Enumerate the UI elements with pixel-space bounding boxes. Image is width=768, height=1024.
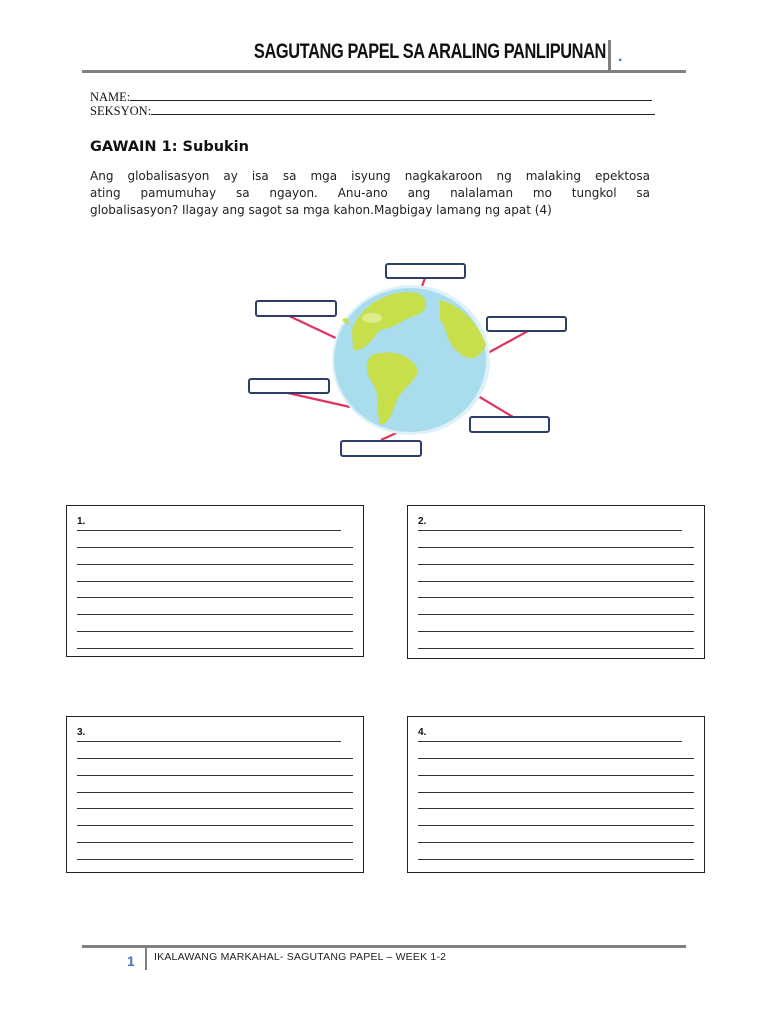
instruction-line: Ang globalisasyon ay isa sa mga isyung nagkakaroon ng malaking epektosa bbox=[90, 169, 650, 183]
answer-line[interactable] bbox=[418, 514, 682, 531]
connector-line bbox=[486, 331, 528, 354]
label-box bbox=[256, 301, 336, 316]
answer-line[interactable] bbox=[77, 742, 353, 759]
answer-line[interactable] bbox=[77, 531, 353, 548]
answer-line[interactable] bbox=[77, 615, 353, 632]
answer-number: 2. bbox=[418, 516, 427, 527]
answer-line[interactable] bbox=[418, 548, 694, 565]
label-box bbox=[341, 441, 421, 456]
name-label: NAME: bbox=[90, 90, 131, 104]
answer-line[interactable] bbox=[77, 809, 353, 826]
answer-line[interactable] bbox=[418, 742, 694, 759]
answer-box-1[interactable] bbox=[66, 505, 364, 657]
answer-line[interactable] bbox=[418, 725, 682, 742]
answer-line[interactable] bbox=[77, 725, 341, 742]
answer-line[interactable] bbox=[418, 809, 694, 826]
section-label: SEKSYON: bbox=[90, 104, 152, 118]
connector-line bbox=[287, 315, 340, 340]
answer-line[interactable] bbox=[418, 632, 694, 649]
answer-line[interactable] bbox=[418, 843, 694, 860]
answer-line[interactable] bbox=[418, 565, 694, 582]
footer-divider bbox=[145, 948, 147, 970]
label-box bbox=[470, 417, 549, 432]
label-box bbox=[386, 264, 465, 278]
instruction-line: ating pamumuhay sa ngayon. Anu-ano ang nalalaman mo tungkol sa bbox=[90, 186, 650, 200]
answer-number: 4. bbox=[418, 727, 427, 738]
answer-number: 3. bbox=[77, 727, 86, 738]
answer-line[interactable] bbox=[418, 531, 694, 548]
footer-text: IKALAWANG MARKAHAL- SAGUTANG PAPEL – WEEK 1-2 bbox=[154, 951, 447, 963]
answer-line[interactable] bbox=[77, 514, 341, 531]
answer-line[interactable] bbox=[77, 759, 353, 776]
answer-line[interactable] bbox=[418, 615, 694, 632]
answer-line[interactable] bbox=[77, 582, 353, 599]
answer-line[interactable] bbox=[77, 632, 353, 649]
label-box bbox=[249, 379, 329, 393]
instruction-line: globalisasyon? Ilagay ang sagot sa mga kahon.Magbigay lamang ng apat (4) bbox=[90, 203, 552, 217]
answer-line[interactable] bbox=[77, 776, 353, 793]
answer-line[interactable] bbox=[418, 598, 694, 615]
activity-heading: GAWAIN 1: Subukin bbox=[90, 139, 249, 155]
answer-line[interactable] bbox=[77, 598, 353, 615]
answer-box-4[interactable] bbox=[407, 716, 705, 873]
answer-line[interactable] bbox=[77, 793, 353, 810]
answer-line[interactable] bbox=[418, 826, 694, 843]
footer-rule bbox=[82, 945, 686, 948]
answer-line[interactable] bbox=[77, 565, 353, 582]
answer-line[interactable] bbox=[418, 582, 694, 599]
answer-line[interactable] bbox=[77, 826, 353, 843]
answer-box-3[interactable] bbox=[66, 716, 364, 873]
page-number: 1 bbox=[127, 953, 135, 969]
label-box bbox=[487, 317, 566, 331]
answer-line[interactable] bbox=[418, 793, 694, 810]
answer-line[interactable] bbox=[77, 843, 353, 860]
answer-box-2[interactable] bbox=[407, 505, 705, 659]
answer-line[interactable] bbox=[418, 759, 694, 776]
answer-line[interactable] bbox=[77, 548, 353, 565]
answer-line[interactable] bbox=[418, 776, 694, 793]
answer-number: 1. bbox=[77, 516, 86, 527]
connector-line bbox=[288, 393, 350, 407]
globe-icon bbox=[332, 285, 490, 435]
header-mark: . bbox=[618, 48, 623, 65]
page-title: SAGUTANG PAPEL SA ARALING PANLIPUNAN bbox=[253, 40, 606, 63]
